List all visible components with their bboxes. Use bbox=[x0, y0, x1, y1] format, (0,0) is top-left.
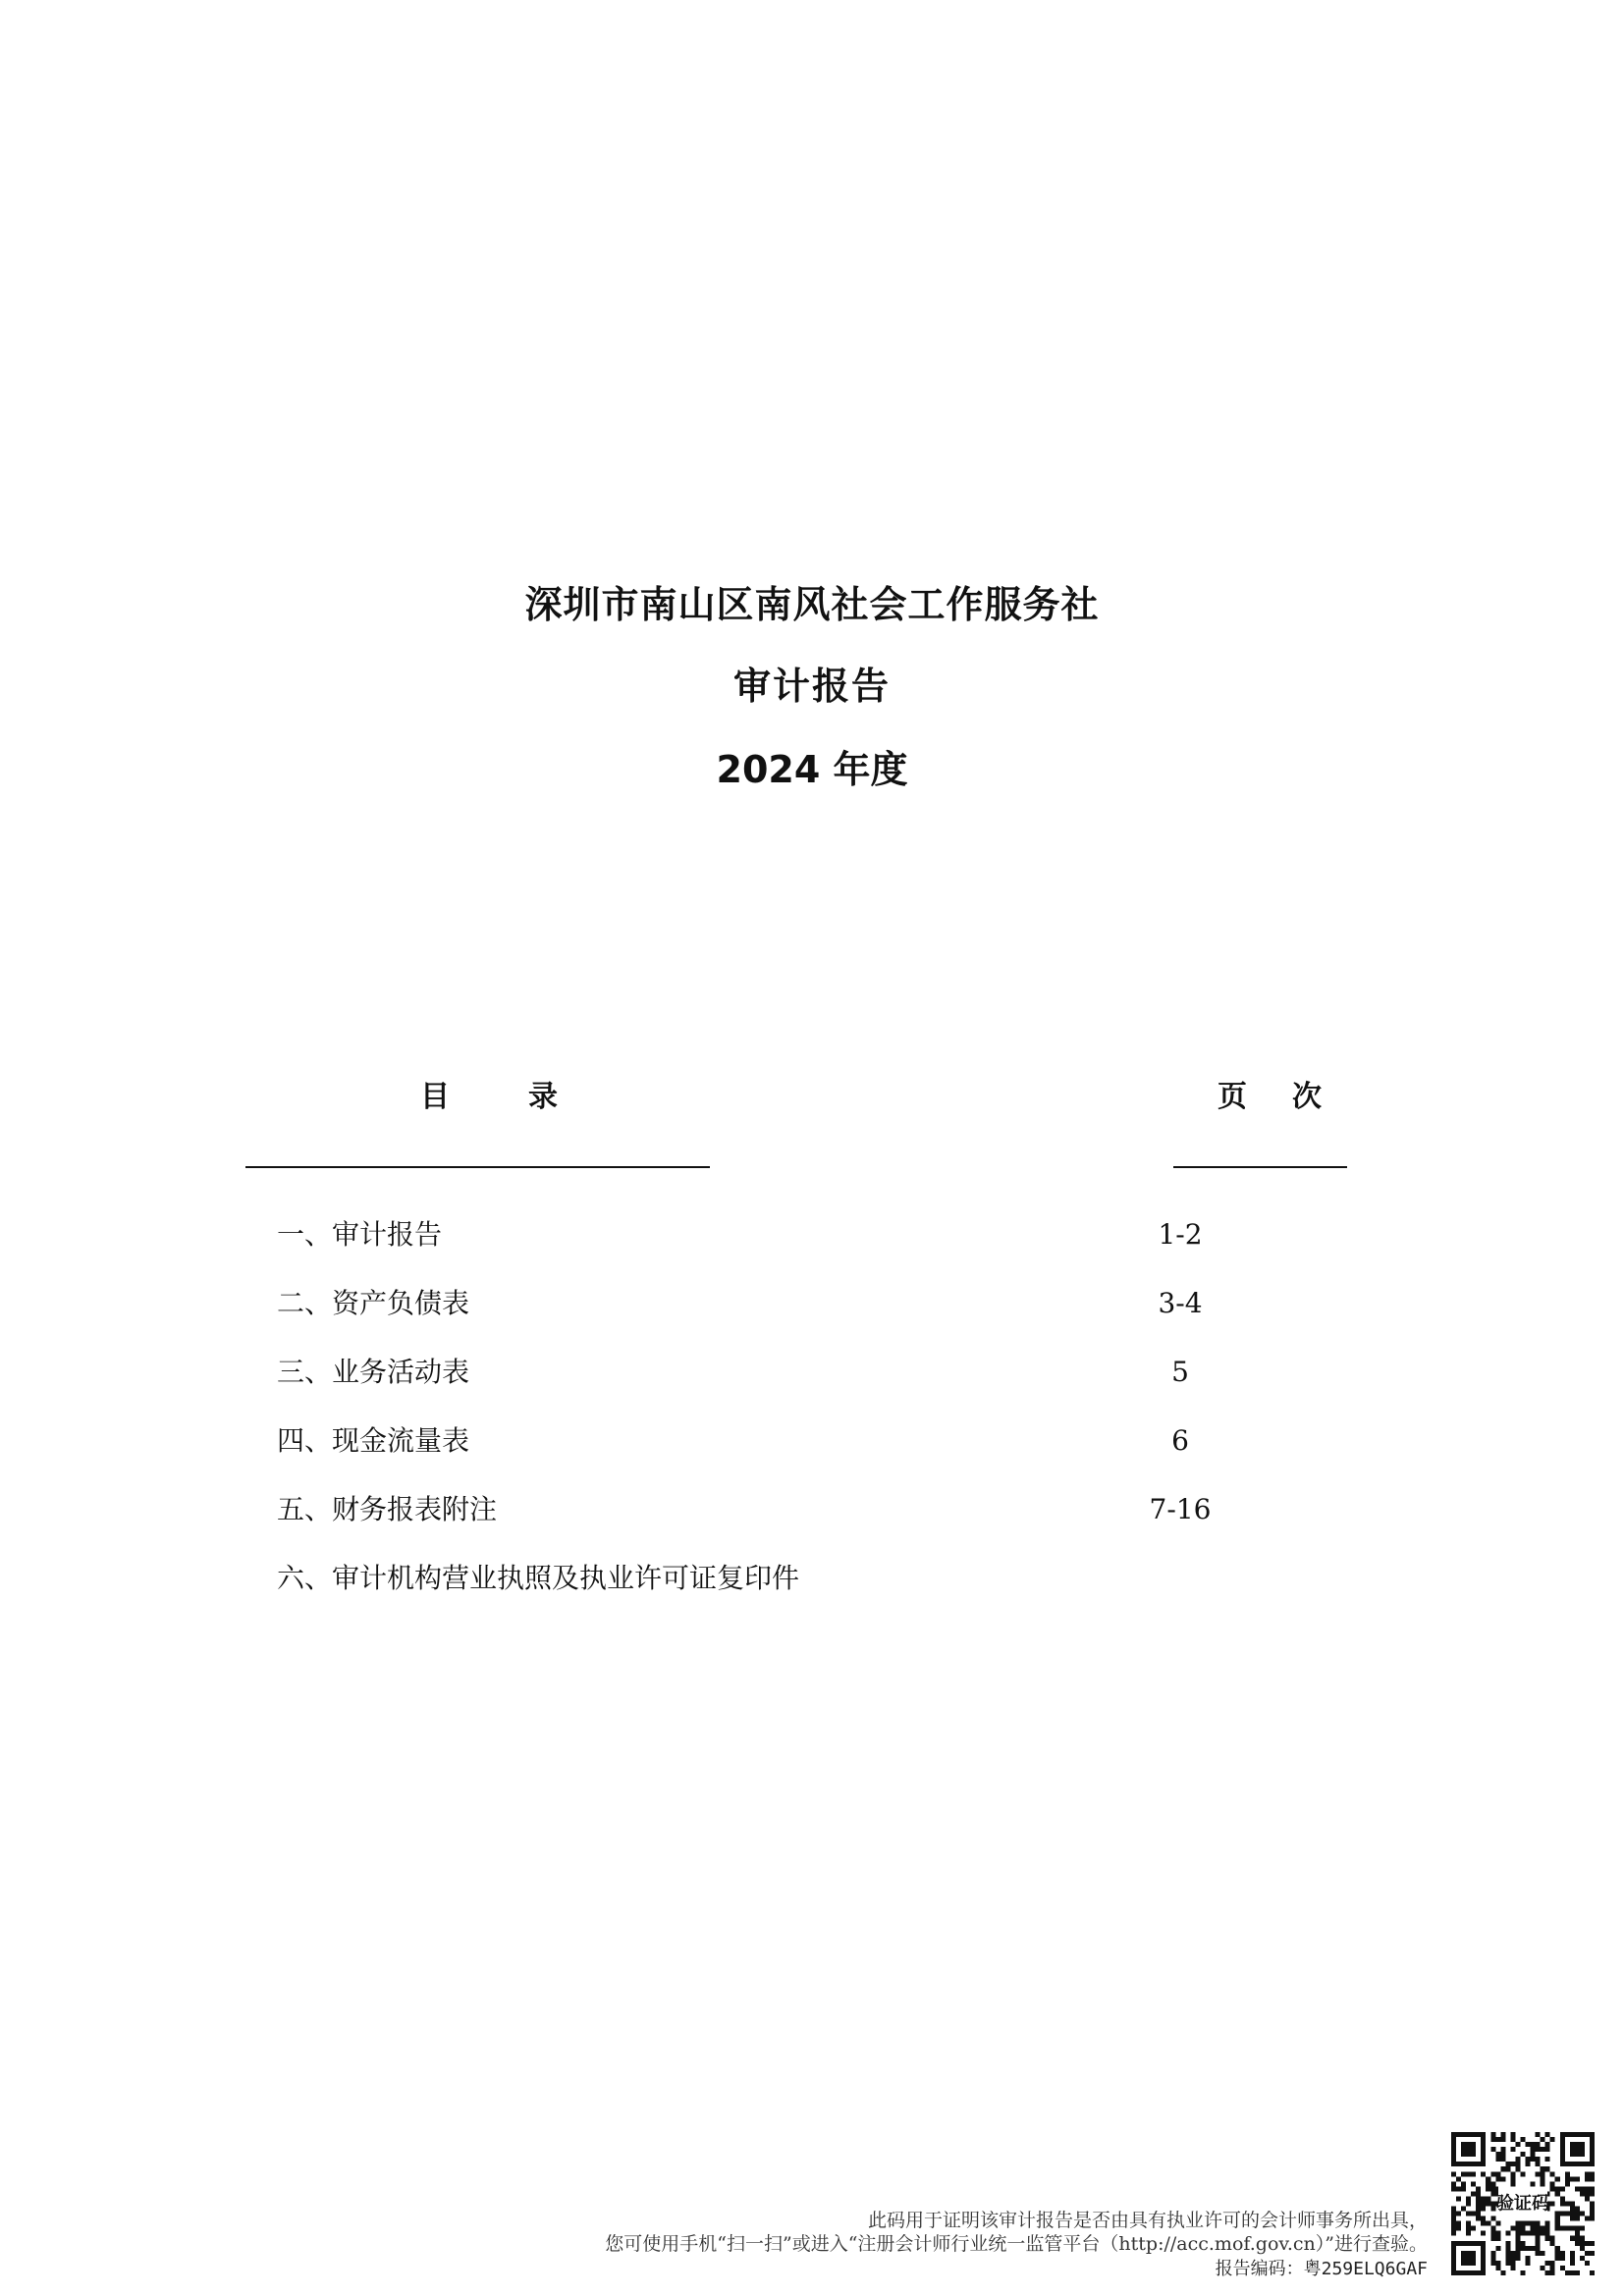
toc-contents-rule bbox=[245, 1166, 710, 1168]
toc-item-pages bbox=[1116, 1284, 1303, 1323]
toc-item-pages bbox=[1116, 1215, 1303, 1255]
toc-row bbox=[277, 1353, 1357, 1421]
toc-item-pages-text: 6 bbox=[1171, 1424, 1189, 1457]
report-type-title: 审计报告 bbox=[732, 665, 891, 708]
toc-row bbox=[277, 1490, 1357, 1559]
toc-heading-char-1: 目 bbox=[420, 1080, 450, 1114]
report-code: 报告编码：粤259ELQ6GAF bbox=[1215, 2259, 1428, 2279]
toc-heading-contents bbox=[420, 1072, 558, 1115]
qr-caption: 验证码 bbox=[1495, 2193, 1550, 2215]
toc-item-pages-text: 3-4 bbox=[1158, 1287, 1203, 1319]
toc-item-label: 四、现金流量表 bbox=[277, 1424, 470, 1457]
toc-pages-char-2: 次 bbox=[1292, 1080, 1322, 1114]
organization-title: 深圳市南山区南风社会工作服务社 bbox=[524, 583, 1100, 626]
toc-item-label: 三、业务活动表 bbox=[277, 1356, 470, 1388]
toc-heading-pages bbox=[1218, 1072, 1322, 1115]
toc-item-pages bbox=[1116, 1490, 1303, 1529]
verification-note-line2: 您可使用手机“扫一扫”或进入“注册会计师行业统一监管平台（http://acc.mof.gov.cn）”进行查验。 bbox=[605, 2233, 1428, 2255]
toc-pages-char-1: 页 bbox=[1218, 1080, 1247, 1114]
toc-item-label: 六、审计机构营业执照及执业许可证复印件 bbox=[277, 1562, 800, 1594]
toc-item-pages bbox=[1116, 1353, 1303, 1392]
toc-pages-rule bbox=[1173, 1166, 1347, 1168]
toc-item-label: 五、财务报表附注 bbox=[277, 1493, 498, 1525]
toc-item-label: 二、资产负债表 bbox=[277, 1287, 470, 1319]
qr-code-icon[interactable] bbox=[1451, 2132, 1595, 2275]
toc-item-pages-text: 7-16 bbox=[1149, 1493, 1212, 1525]
verification-note-line1: 此码用于证明该审计报告是否由具有执业许可的会计师事务所出具， bbox=[867, 2210, 1428, 2231]
toc-item-label: 一、审计报告 bbox=[277, 1218, 443, 1251]
toc-row bbox=[277, 1284, 1357, 1353]
toc-row bbox=[277, 1559, 1357, 1628]
toc-item-pages-text: 1-2 bbox=[1158, 1218, 1203, 1251]
toc-row bbox=[277, 1215, 1357, 1284]
toc-list bbox=[277, 1215, 1357, 1628]
report-year-title: 2024 年度 bbox=[716, 748, 908, 791]
toc-item-pages-text: 5 bbox=[1171, 1356, 1189, 1388]
toc-row bbox=[277, 1421, 1357, 1490]
toc-item-pages bbox=[1116, 1421, 1303, 1461]
toc-heading-char-2: 录 bbox=[528, 1080, 558, 1114]
